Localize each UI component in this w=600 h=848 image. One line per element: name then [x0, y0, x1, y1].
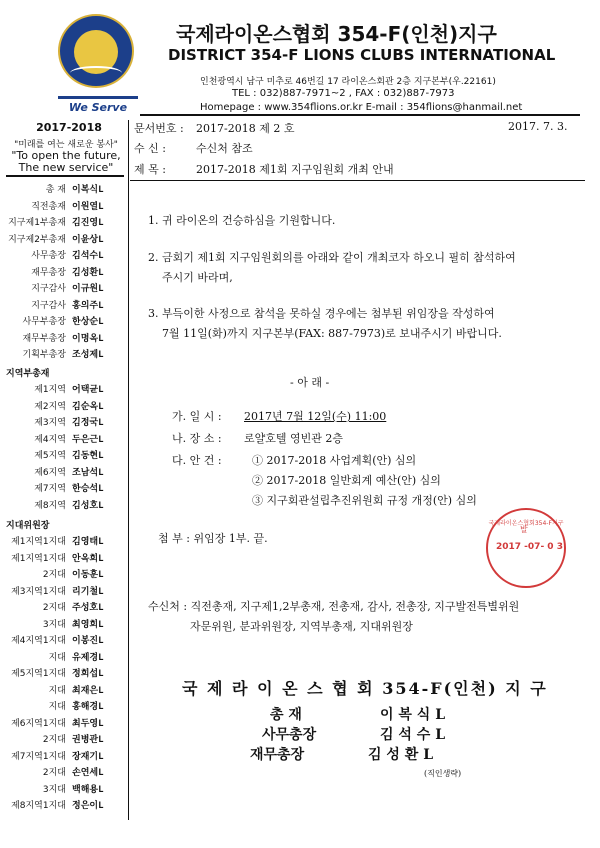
sig-title-2: 사무총장: [262, 727, 317, 743]
roster-role: 지구감사: [31, 300, 66, 311]
roster-name: 김성환L: [72, 267, 104, 278]
sidebar-divider: [128, 120, 129, 820]
roster-name: 김동현L: [72, 451, 104, 461]
sidebar-roster-row: [4, 699, 126, 716]
roster-role: 기획부총장: [22, 350, 66, 360]
roster-role: 사무총장: [31, 251, 66, 261]
agenda-item-2: ② 2017-2018 일반회계 예산(안) 심의: [252, 474, 441, 487]
roster-role: 제2지역: [34, 401, 66, 412]
roster-name: 이원열L: [72, 201, 104, 212]
to-value: 수신처 참조: [196, 142, 253, 155]
sidebar-roster-row: [4, 798, 126, 815]
roster-role: 제5지역1지대: [11, 669, 66, 679]
roster-name: 이봉진L: [72, 636, 104, 646]
roster-role: 3지대: [42, 619, 66, 630]
sidebar-roster-row: [4, 248, 126, 265]
roster-name: 김정국L: [72, 418, 104, 428]
sidebar-roster-row: [4, 281, 126, 298]
roster-role: 지구제1부총재: [8, 218, 66, 228]
sidebar-roster-row: [4, 347, 126, 364]
roster-name: 이명옥L: [72, 333, 104, 344]
sidebar-roster-row: [4, 584, 126, 601]
header-divider: [140, 114, 580, 116]
docno-value: 2017-2018 제 2 호: [196, 122, 295, 135]
sidebar-roster-row: [4, 732, 126, 749]
bridge-icon: [70, 66, 122, 80]
sidebar-roster-row: [4, 232, 126, 249]
place-value: 로얄호텔 영빈관 2층: [244, 432, 343, 445]
roster-name: 조성제L: [72, 350, 104, 360]
roster-role: 지구감사: [31, 284, 66, 294]
sidebar-section-heading: 지역부총재: [6, 369, 50, 379]
sidebar-roster-row: [4, 666, 126, 683]
roster-role: 제5지역: [34, 451, 66, 461]
roster-role: 총 재: [45, 185, 66, 195]
sidebar-roster-row: [4, 551, 126, 568]
sig-title-3: 재무총장: [250, 747, 305, 763]
roster-name: 손연세L: [72, 768, 104, 778]
meta-divider: [130, 180, 585, 181]
date-value: 2017년 7월 12일(수) 11:00: [244, 410, 387, 423]
roster-role: 제1지역1지대: [11, 537, 66, 547]
recipients-line-b: 자문위원, 분과위원장, 지역부총재, 지대위원장: [190, 620, 413, 633]
sidebar-separator: [6, 175, 124, 177]
roster-name: 최영희L: [72, 619, 104, 630]
agenda-item-3: ③ 지구회관설립추진위원회 규정 개정(안) 심의: [252, 494, 477, 507]
stamp-date: 2017 -07- 0 3: [496, 542, 563, 552]
roster-name: 김진영L: [72, 218, 104, 228]
roster-name: 리기철L: [72, 586, 104, 597]
roster-name: 홍의주L: [72, 300, 104, 311]
sidebar-roster-row: [4, 399, 126, 416]
sidebar-roster-row: [4, 182, 126, 199]
sidebar-roster-row: [4, 481, 126, 498]
roster-name: 김순옥L: [72, 401, 104, 412]
agenda-item-1: ① 2017-2018 사업계획(안) 심의: [252, 454, 417, 467]
roster-name: 이복식L: [72, 185, 104, 195]
paragraph-3b: 7월 11일(화)까지 지구본부(FAX: 887-7973)로 보내주시기 바랍니다.: [162, 327, 502, 340]
roster-role: 제8지역: [34, 500, 66, 511]
header-title: 국제라이온스협회 354-F(인천)지구: [176, 22, 497, 46]
roster-role: 사무부총장: [22, 317, 66, 327]
agenda-label: 다. 안 건 :: [172, 454, 222, 467]
header-address: 인천광역시 남구 미추로 46번길 17 라이온스회관 2층 지구본부(우.22161): [200, 77, 496, 87]
roster-name: 김영태L: [72, 537, 104, 547]
sidebar-roster-row: [4, 298, 126, 315]
sig-name-2: 김 석 수 L: [380, 727, 446, 743]
roster-role: 제8지역1지대: [11, 801, 66, 811]
sidebar-roster-row: [4, 465, 126, 482]
below-heading: - 아 래 -: [290, 376, 330, 389]
sidebar-roster-row: [4, 432, 126, 449]
roster-role: 2지대: [42, 603, 66, 613]
doc-date: 2017. 7. 3.: [508, 120, 568, 133]
roster-role: 재무총장: [31, 267, 66, 278]
roster-name: 최재은L: [72, 685, 104, 696]
sig-name-3: 김 성 환 L: [368, 747, 434, 763]
subject-label: 제 목 :: [134, 163, 166, 176]
sidebar-roster-row: [4, 749, 126, 766]
sidebar-roster-row: [4, 215, 126, 232]
we-serve-label: We Serve: [58, 96, 138, 114]
sidebar-roster-row: [4, 716, 126, 733]
subject-value: 2017-2018 제1회 지구임원회 개최 안내: [196, 163, 394, 176]
date-label: 가. 일 시 :: [172, 410, 222, 423]
roster-role: 직전총재: [31, 201, 66, 212]
header-subtitle: DISTRICT 354-F LIONS CLUBS INTERNATIONAL: [168, 46, 556, 64]
place-label: 나. 장 소 :: [172, 432, 222, 445]
roster-role: 제7지역: [34, 484, 66, 494]
header-web: Homepage : www.354flions.or.kr E-mail : 354flions@hanmail.net: [200, 102, 523, 113]
motto-en-line1: "To open the future,: [11, 149, 121, 162]
roster-name: 이윤상L: [72, 234, 104, 245]
roster-role: 제7지역1지대: [11, 751, 66, 762]
roster-name: 주성호L: [72, 603, 104, 613]
docno-label: 문서번호 :: [134, 122, 184, 135]
sidebar-motto-ko: "미래를 여는 새로운 봉사": [14, 140, 118, 150]
roster-name: 백해용L: [72, 784, 104, 795]
roster-name: 장재기L: [72, 751, 104, 762]
roster-role: 2지대: [42, 768, 66, 778]
roster-name: 홍해경L: [72, 702, 104, 712]
roster-name: 안옥희L: [72, 553, 104, 564]
roster-name: 정은이L: [72, 801, 104, 811]
roster-role: 제1지역1지대: [11, 553, 66, 564]
roster-name: 어택균L: [72, 385, 104, 395]
roster-name: 이규원L: [72, 284, 104, 294]
roster-name: 김성호L: [72, 500, 104, 511]
sidebar-roster-row: [4, 534, 126, 551]
roster-name: 두은근L: [72, 434, 104, 445]
sidebar-motto-en: [4, 150, 128, 174]
roster-name: 권병관L: [72, 735, 104, 745]
sidebar-roster-row: [4, 498, 126, 515]
sidebar-roster-row: [4, 415, 126, 432]
roster-name: 한승석L: [72, 484, 104, 494]
seal-omitted-note: (직인생략): [424, 769, 462, 778]
roster-name: 조남석L: [72, 467, 104, 478]
attachment-line: 첨 부 : 위임장 1부. 끝.: [158, 532, 268, 545]
roster-name: 이동훈L: [72, 570, 104, 580]
roster-role: 제1지역: [34, 385, 66, 395]
to-label: 수 신 :: [134, 142, 166, 155]
roster-role: 2지대: [42, 735, 66, 745]
motto-en-line2: The new service": [18, 161, 114, 174]
roster-role: 지대: [48, 652, 66, 663]
sidebar-roster-row: [4, 650, 126, 667]
sidebar-roster-row: [4, 600, 126, 617]
roster-role: 지대: [48, 685, 66, 696]
roster-name: 유제경L: [72, 652, 104, 663]
sidebar-roster-row: [4, 314, 126, 331]
signature-org: 국 제 라 이 온 스 협 회 354-F(인천) 지 구: [182, 679, 548, 698]
sig-title-1: 총 재: [270, 707, 302, 723]
header-tel: TEL : 032)887-7971~2 , FAX : 032)887-7973: [232, 88, 455, 99]
roster-role: 지구제2부총재: [8, 234, 66, 245]
sidebar-roster-row: [4, 199, 126, 216]
sidebar-year: 2017-2018: [36, 121, 102, 134]
roster-name: 한상순L: [72, 317, 104, 327]
sidebar-roster-row: [4, 567, 126, 584]
roster-role: 3지대: [42, 784, 66, 795]
roster-role: 2지대: [42, 570, 66, 580]
sig-name-1: 이 복 식 L: [380, 707, 446, 723]
roster-role: 제4지역: [34, 434, 66, 445]
roster-role: 제4지역1지대: [11, 636, 66, 646]
paragraph-1: 1. 귀 라이온의 건승하심을 기원합니다.: [148, 214, 336, 227]
official-stamp: [486, 508, 566, 588]
roster-role: 지대: [48, 702, 66, 712]
roster-role: 제3지역: [34, 418, 66, 428]
roster-name: 최두영L: [72, 718, 104, 729]
sidebar-roster-row: [4, 633, 126, 650]
sidebar-roster-row: [4, 448, 126, 465]
sidebar-roster-row: [4, 765, 126, 782]
roster-role: 제6지역: [34, 467, 66, 478]
sidebar-roster-row: [4, 782, 126, 799]
recipients-line-a: 수신처 : 직전총재, 지구제1,2부총재, 전총재, 감사, 전총장, 지구발전특별위원: [148, 600, 520, 613]
paragraph-2b: 주시기 바라며,: [162, 271, 233, 284]
paragraph-3a: 3. 부득이한 사정으로 참석을 못하실 경우에는 첨부된 위임장을 작성하여: [148, 307, 495, 320]
roster-name: 정희섭L: [72, 669, 104, 679]
sidebar-roster-row: [4, 617, 126, 634]
sidebar-roster-row: [4, 331, 126, 348]
sidebar-roster-row: [4, 265, 126, 282]
lions-logo: [58, 14, 134, 88]
sidebar-section-heading: 지대위원장: [6, 521, 50, 531]
stamp-text: 국제라이온스협회354-F지구: [488, 520, 564, 527]
paragraph-2a: 2. 금회기 제1회 지구임원회의를 아래와 같이 개최코자 하오니 필히 참석하여: [148, 251, 516, 264]
sidebar-roster-row: [4, 683, 126, 700]
stamp-label: 발: [520, 525, 528, 534]
roster-role: 재무부총장: [22, 333, 66, 344]
roster-role: 제6지역1지대: [11, 718, 66, 729]
sidebar-roster-row: [4, 382, 126, 399]
roster-role: 제3지역1지대: [11, 586, 66, 597]
roster-name: 김석수L: [72, 251, 104, 261]
